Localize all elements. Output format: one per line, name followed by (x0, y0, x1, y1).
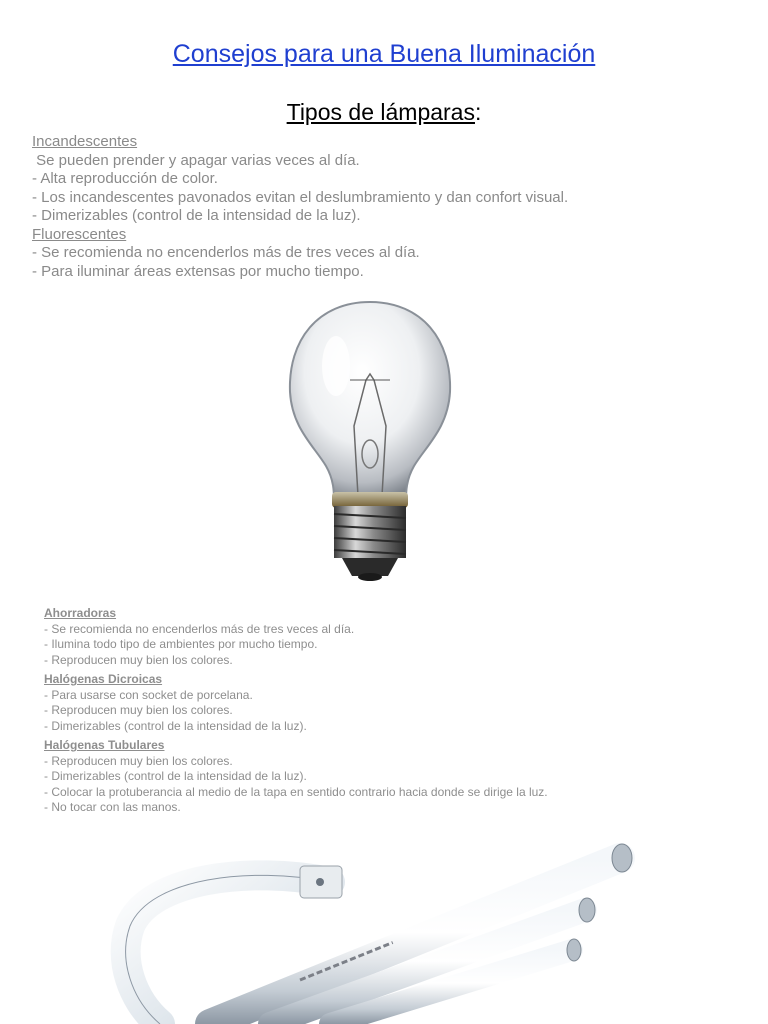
fluorescent-tubes-image (0, 830, 768, 1024)
page-title: Consejos para una Buena Iluminación (172, 40, 596, 68)
text-line: - Dimerizables (control de la intensidad de la luz). (44, 718, 307, 733)
text-line: - Dimerizables (control de la intensidad de la luz). (32, 207, 361, 224)
subtitle-text: Tipos de lámparas (286, 99, 475, 125)
incandescent-bulb-image (270, 296, 470, 582)
text-line: - Reproducen muy bien los colores. (44, 703, 233, 717)
text-line: - Dimerizables (control de la intensidad de la luz). (44, 769, 307, 783)
group-dicroicas (44, 672, 744, 734)
heading-ahorradoras: Ahorradoras (44, 606, 117, 620)
heading-incandescentes: Incandescentes (32, 133, 138, 150)
subtitle-colon: : (474, 99, 482, 125)
section-subtitle (0, 99, 768, 126)
bottom-lamp-types (44, 606, 744, 820)
text-line: - Ilumina todo tipo de ambientes por mucho tiempo. (44, 637, 318, 651)
text-line: - No tocar con las manos. (44, 800, 181, 814)
text-line: - Se recomienda no encenderlos más de tres veces al día. (32, 244, 420, 261)
top-lamp-types (32, 133, 752, 281)
group-ahorradoras (44, 606, 744, 668)
group-tubulares (44, 738, 744, 816)
text-line: - Alta reproducción de color. (32, 170, 218, 187)
text-line: - Los incandescentes pavonados evitan el deslumbramiento y dan confort visual. (32, 188, 569, 206)
heading-tubulares: Halógenas Tubulares (44, 738, 165, 752)
text-line: - Colocar la protuberancia al medio de la tapa en sentido contrario hacia donde se dirige la luz. (44, 784, 548, 799)
text-line: - Reproducen muy bien los colores. (44, 652, 233, 667)
text-line: - Para usarse con socket de porcelana. (44, 687, 253, 702)
text-line: - Para iluminar áreas extensas por mucho tiempo. (32, 262, 364, 280)
text-line: - Reproducen muy bien los colores. (44, 753, 233, 768)
text-line: - Se recomienda no encenderlos más de tres veces al día. (44, 621, 355, 636)
heading-dicroicas: Halógenas Dicroicas (44, 672, 163, 686)
heading-fluorescentes: Fluorescentes (32, 225, 127, 243)
text-line: Se pueden prender y apagar varias veces al día. (32, 151, 360, 169)
